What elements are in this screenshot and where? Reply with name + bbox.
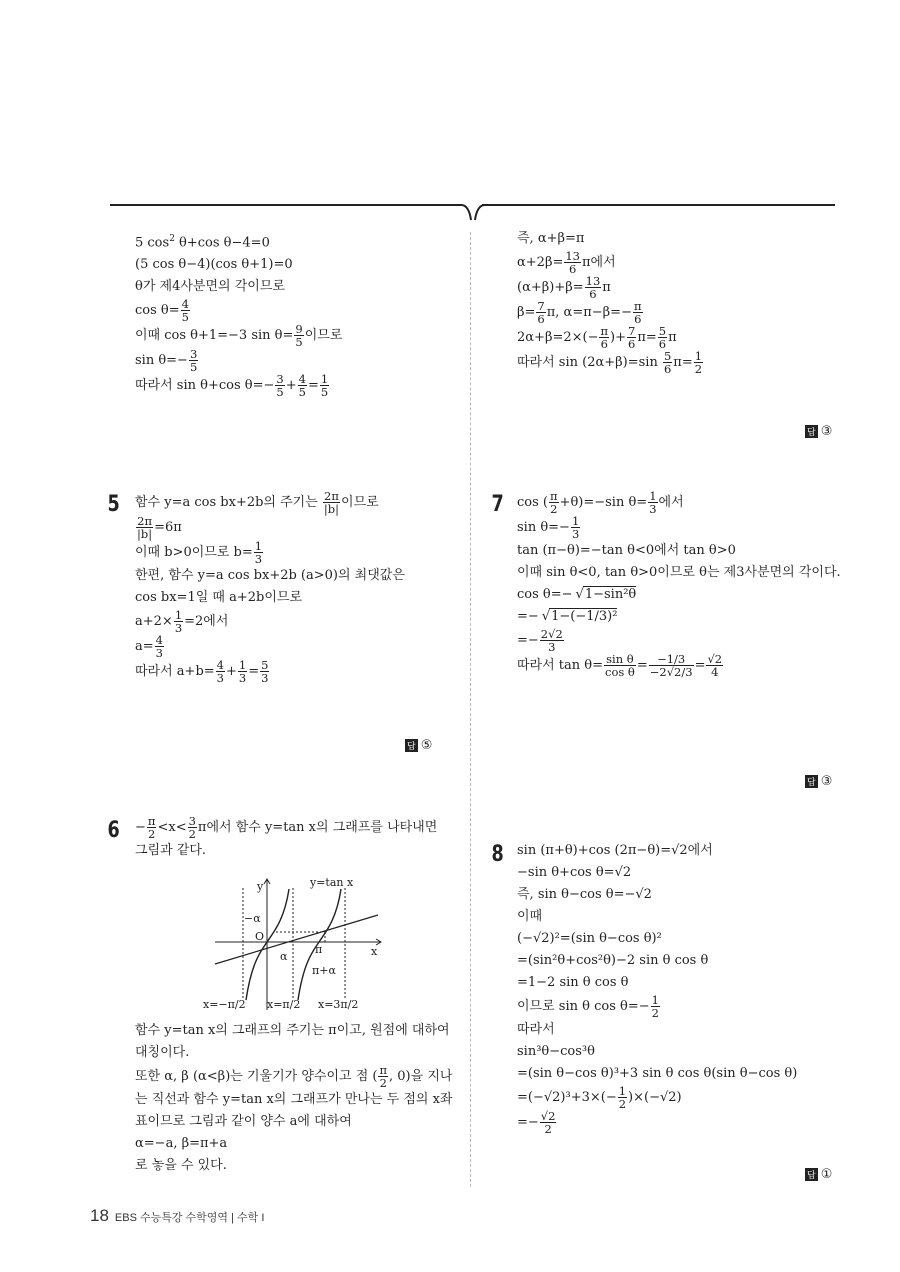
text: 이때 sin θ<0, tan θ>0이므로 θ는 제3사분면의 각이다. <box>517 565 841 580</box>
text: , 0)을 지나 <box>389 1069 453 1084</box>
fraction: $\frac{1}{2}$ <box>618 1084 627 1111</box>
text: 대칭이다. <box>135 1045 190 1060</box>
text: 즉, α+β=π <box>517 231 585 246</box>
axis-label: y <box>257 880 264 893</box>
text: = <box>248 664 260 679</box>
math-line <box>517 1041 797 1063</box>
text: 이때 b>0이므로 b= <box>135 545 253 560</box>
text: = <box>307 378 319 394</box>
text: sin³θ−cos³θ <box>517 1044 595 1059</box>
fraction: $\frac{1}{2}$ <box>694 349 703 376</box>
fraction: $\frac{2√2}{3}$ <box>540 627 563 654</box>
math-line <box>517 1110 797 1135</box>
square-root: √ 1−sin²θ <box>583 586 637 602</box>
text: 따라서 sin θ+cos θ=− <box>135 378 275 394</box>
math-line <box>517 950 797 972</box>
text: =(sin²θ+cos²θ)−2 sin θ cos θ <box>517 953 709 968</box>
text: −sin θ+cos θ=√2 <box>517 865 632 880</box>
text: β= <box>517 305 536 320</box>
fraction: $\frac{4}{5}$ <box>181 297 189 325</box>
text: =− <box>517 1115 539 1130</box>
fraction: $\frac{√2}{4}$ <box>707 652 723 679</box>
book-title: EBS 수능특강 수학영역 | 수학 I <box>114 1212 265 1224</box>
math-line <box>517 928 797 950</box>
fraction: $\frac{3}{5}$ <box>276 372 284 400</box>
fraction: $\frac{\text{sin θ}}{\text{cos θ}}$ <box>605 652 635 679</box>
math-line <box>517 1019 797 1041</box>
problem8-solution <box>517 840 797 1135</box>
page-number: 18 <box>90 1206 109 1225</box>
text: 따라서 sin (2α+β)=sin <box>517 355 662 370</box>
fraction: $\frac{\pi}{2}$ <box>549 489 558 516</box>
math-line <box>135 1111 452 1133</box>
axis-label: x <box>371 945 378 958</box>
answer-mark: 답 ⑤ <box>407 738 433 753</box>
math-line <box>517 906 797 928</box>
text: 또한 α, β (α<β)는 기울기가 양수이고 점 ( <box>135 1069 378 1084</box>
fraction: $\frac{1}{2}$ <box>651 993 659 1020</box>
math-line <box>517 840 797 862</box>
problem-number: 7 <box>491 492 504 517</box>
math-line <box>135 1020 452 1042</box>
fraction: $\frac{\pi}{2}$ <box>147 814 156 841</box>
fraction: $\frac{5}{6}$ <box>658 324 667 351</box>
fraction: $\frac{1}{5}$ <box>320 372 329 400</box>
text: − <box>135 820 146 835</box>
text: tan (π−θ)=−tan θ<0에서 tan θ>0 <box>517 543 736 558</box>
text: 는 직선과 함수 y=tan x의 그래프가 만나는 두 점의 x좌 <box>135 1092 453 1107</box>
text: π= <box>637 330 657 345</box>
text: π <box>602 280 611 295</box>
fraction: $\frac{1}{3}$ <box>571 514 580 541</box>
point-label: π+α <box>312 964 336 977</box>
text: = <box>636 658 648 673</box>
text: =(−√2)³+3×(− <box>517 1090 617 1105</box>
tick-label: π <box>315 943 323 956</box>
problem-number: 5 <box>107 492 120 517</box>
fraction: $\frac{4}{5}$ <box>298 372 306 400</box>
text: )×(−√2) <box>628 1090 682 1105</box>
text: 이므로 <box>304 328 343 344</box>
text: π에서 함수 y=tan x의 그래프를 나타내면 <box>197 820 438 835</box>
text: 로 놓을 수 있다. <box>135 1158 227 1173</box>
fraction: $\frac{1}{3}$ <box>174 608 183 635</box>
text: cos bx=1일 때 a+2b이므로 <box>135 590 303 605</box>
problem6-solution <box>135 1020 452 1177</box>
fraction: $\frac{5}{3}$ <box>261 658 269 685</box>
text: 따라서 tan θ= <box>517 658 604 673</box>
text: 그림과 같다. <box>135 843 207 858</box>
math-line <box>135 1042 452 1064</box>
text: )+ <box>610 330 627 345</box>
page-footer <box>90 1206 264 1226</box>
text: 2α+β=2×(− <box>517 330 599 345</box>
text: α=−a, β=π+a <box>135 1136 228 1151</box>
text: a+2× <box>135 614 173 629</box>
text: = <box>694 658 706 673</box>
fraction: $\frac{4}{3}$ <box>155 633 163 660</box>
text: cos ( <box>517 495 548 510</box>
point-label: α <box>280 950 288 963</box>
text: <x< <box>157 820 187 835</box>
answer-mark: 답 ① <box>807 1167 833 1182</box>
fraction: $\frac{1}{3}$ <box>254 539 263 566</box>
text: =− <box>517 609 539 624</box>
asymptote-label: x=π/2 <box>267 998 301 1011</box>
text: 에서 <box>658 495 684 510</box>
text: sin (π+θ)+cos (2π−θ)=√2에서 <box>517 843 713 858</box>
text: 5 cos <box>135 235 170 251</box>
fraction: $\frac{-1/3}{-2√2/3}$ <box>649 652 693 679</box>
text: π= <box>673 355 693 370</box>
fraction: $\frac{\pi}{6}$ <box>600 324 609 351</box>
math-line <box>517 1085 797 1110</box>
text: =1−2 sin θ cos θ <box>517 975 629 990</box>
text: =2에서 <box>184 614 229 629</box>
text: 따라서 a+b= <box>135 664 215 679</box>
math-line <box>517 884 797 906</box>
text: 이때 cos θ+1=−3 sin θ= <box>135 328 294 344</box>
fraction: $\frac{13}{6}$ <box>565 249 580 276</box>
text: (5 cos θ−4)(cos θ+1)=0 <box>135 257 293 273</box>
text: 이므로 sin θ cos θ=− <box>517 999 650 1014</box>
fraction: $\frac{13}{6}$ <box>585 274 601 301</box>
asymptote-label: x=−π/2 <box>203 998 246 1011</box>
problem-number: 6 <box>107 818 120 843</box>
fraction: $\frac{3}{2}$ <box>188 814 196 841</box>
text: 이때 <box>517 909 543 924</box>
text: (−√2)²=(sin θ−cos θ)² <box>517 931 662 946</box>
fraction: $\frac{3}{5}$ <box>189 347 198 375</box>
text: 즉, sin θ−cos θ=−√2 <box>517 887 652 902</box>
text: 따라서 <box>517 1022 555 1037</box>
fraction: $\frac{\pi}{2}$ <box>379 1063 388 1090</box>
math-line <box>135 1155 452 1177</box>
math-line <box>135 1064 452 1089</box>
text: + <box>285 378 297 394</box>
fraction: $\frac{1}{3}$ <box>649 489 657 516</box>
point-label: −α <box>244 912 261 925</box>
math-line <box>517 1063 797 1085</box>
superscript: 2 <box>169 234 175 244</box>
fraction: $\frac{7}{6}$ <box>537 299 545 326</box>
fraction: $\frac{9}{5}$ <box>295 322 303 350</box>
text: 한편, 함수 y=a cos bx+2b (a>0)의 최댓값은 <box>135 568 405 583</box>
text: (α+β)+β= <box>517 280 584 295</box>
fraction: $\frac{4}{3}$ <box>216 658 224 685</box>
asymptote-label: x=3π/2 <box>318 998 359 1011</box>
text: =6π <box>154 520 182 535</box>
text: θ가 제4사분면의 각이므로 <box>135 279 285 295</box>
text: cos θ= <box>135 303 180 319</box>
fraction: $\frac{7}{6}$ <box>628 324 636 351</box>
text: π, α=π−β=− <box>546 305 632 320</box>
math-line <box>135 1089 452 1111</box>
text: =(sin θ−cos θ)³+3 sin θ cos θ(sin θ−cos θ) <box>517 1066 798 1081</box>
text: 이므로 <box>341 495 379 510</box>
text: + <box>226 664 237 679</box>
text: π <box>668 330 677 345</box>
fraction: $\frac{2\pi}{|b|}$ <box>137 514 153 541</box>
fraction: $\frac{5}{6}$ <box>663 349 672 376</box>
math-line <box>517 972 797 994</box>
text: +θ)=−sin θ= <box>559 495 648 510</box>
answer-mark: 답 ③ <box>807 774 833 789</box>
text: 표이므로 그림과 같이 양수 a에 대하여 <box>135 1114 352 1129</box>
curve-label: y=tan x <box>310 876 354 889</box>
math-line <box>517 862 797 884</box>
text: sin θ=− <box>135 353 188 369</box>
text: 함수 y=tan x의 그래프의 주기는 π이고, 원점에 대하여 <box>135 1023 450 1038</box>
math-line <box>517 994 797 1019</box>
problem-number: 8 <box>491 842 504 867</box>
text: a= <box>135 639 154 654</box>
square-root: √ 1−(−1/3)² <box>549 608 618 624</box>
origin-label: O <box>255 930 265 943</box>
math-line <box>135 1133 452 1155</box>
text: =− <box>517 633 539 648</box>
fraction: $\frac{2\pi}{|b|}$ <box>323 489 340 516</box>
text: θ+cos θ−4=0 <box>174 235 270 251</box>
secant-line <box>215 915 378 964</box>
answer-mark: 답 ③ <box>807 424 833 439</box>
fraction: $\frac{1}{3}$ <box>238 658 247 685</box>
fraction: $\frac{√2}{2}$ <box>540 1109 556 1136</box>
text: 함수 y=a cos bx+2b의 주기는 <box>135 495 322 510</box>
text: π에서 <box>582 255 616 270</box>
fraction: $\frac{\pi}{6}$ <box>633 299 642 326</box>
text: sin θ=− <box>517 520 570 535</box>
text: α+2β= <box>517 255 564 270</box>
text: cos θ=− <box>517 587 573 602</box>
